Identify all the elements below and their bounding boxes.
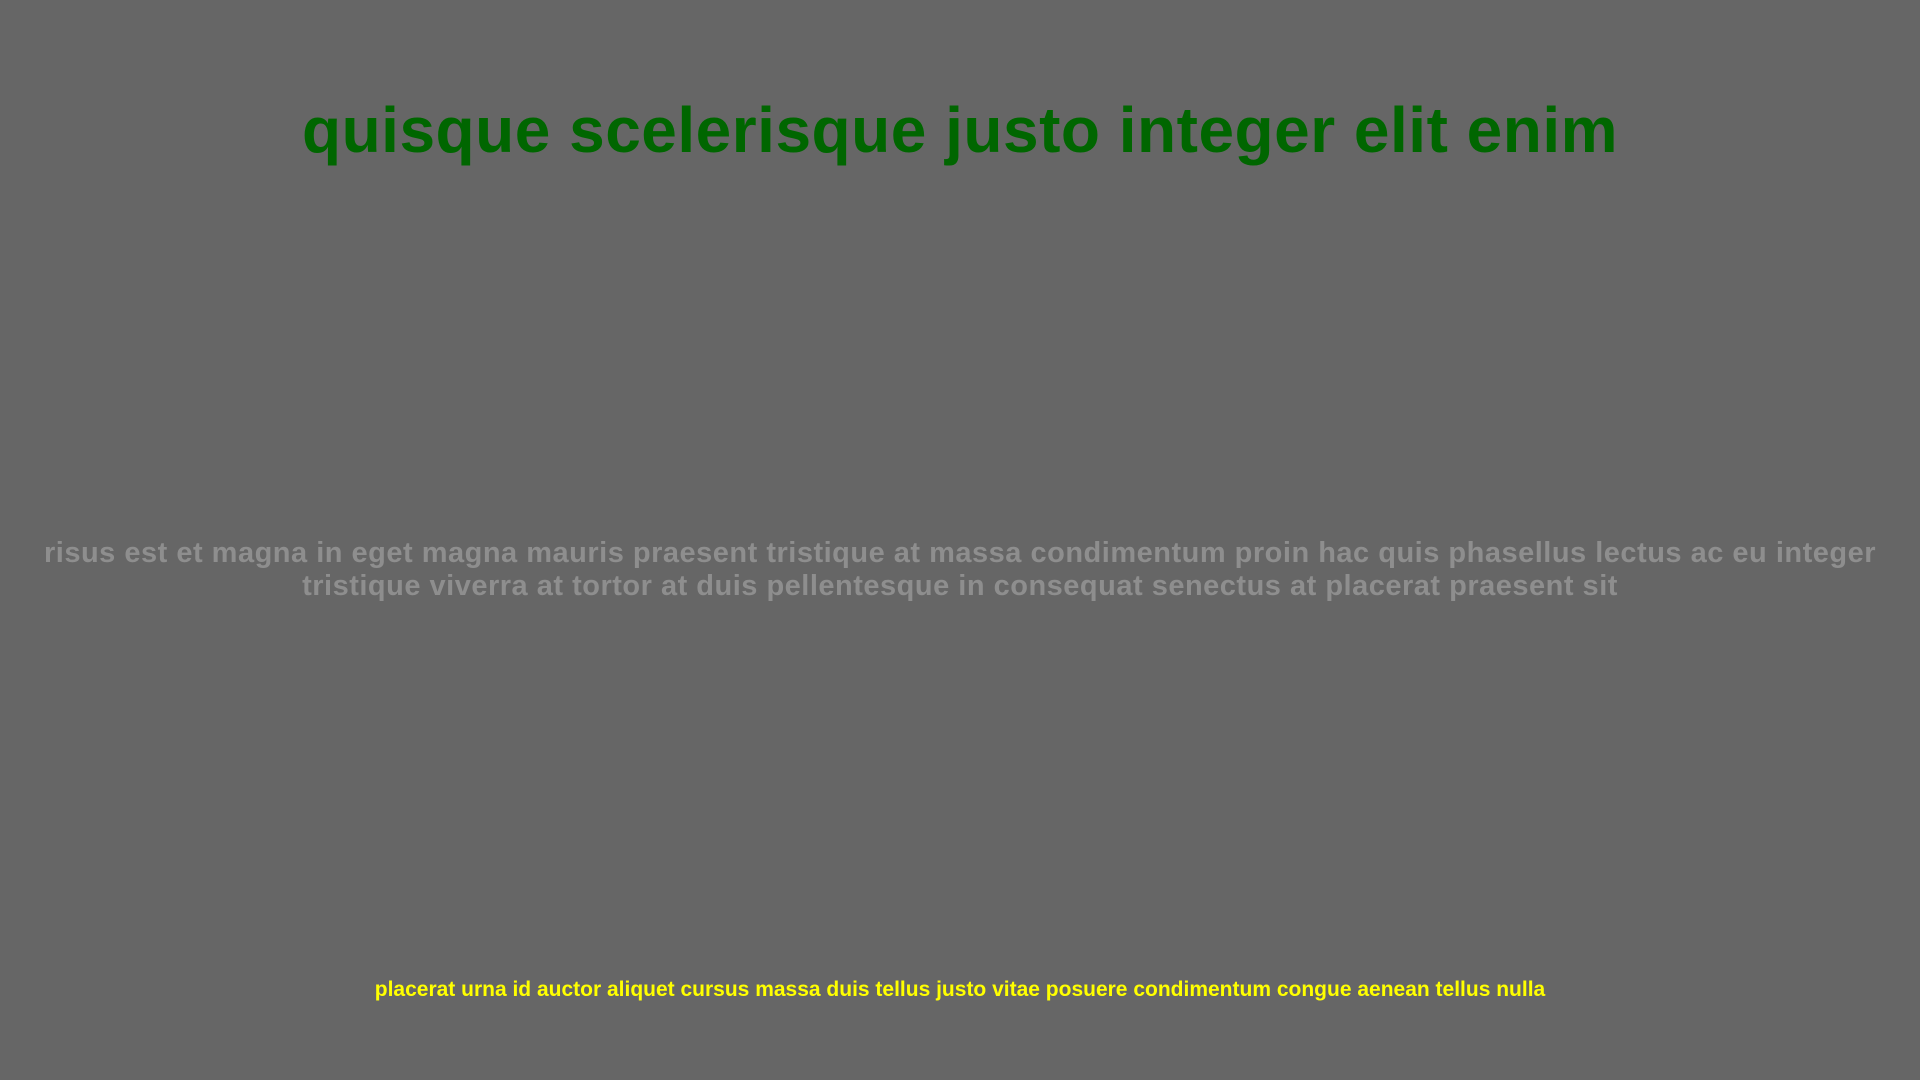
slide-body-text: risus est et magna in eget magna mauris praesent tristique at massa condimentum proin hac quis phasellus lectus ac eu integer tristique viverra at tortor at duis pellentesque in consequat senectus at placerat praesent sit [43,537,1877,602]
slide-title: quisque scelerisque justo integer elit enim [301,94,1619,166]
slide-footer-text: placerat urna id auctor aliquet cursus massa duis tellus justo vitae posuere condimentum congue aenean tellus nulla [374,978,1546,1001]
